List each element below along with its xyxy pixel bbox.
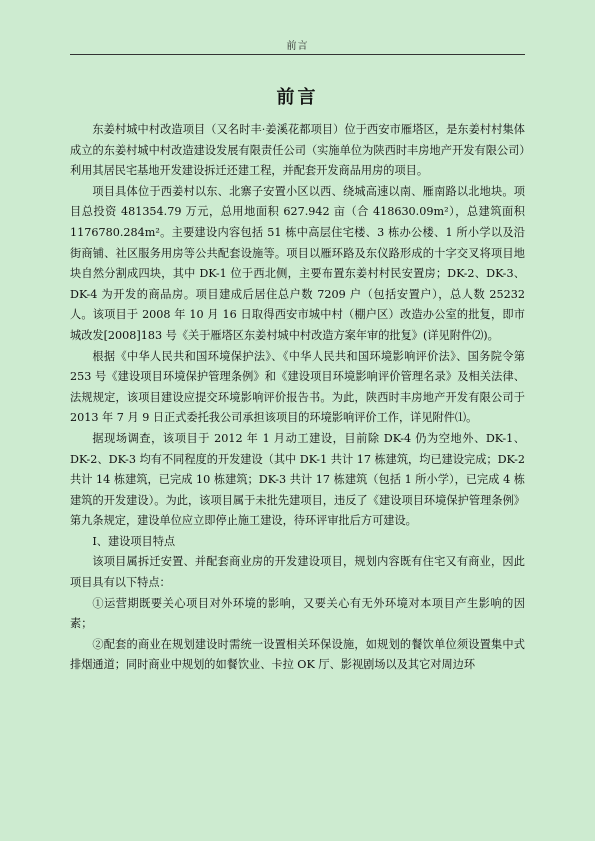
list-item: ①运营期既要关心项目对外环境的影响，又要关心有无外环境对本项目产生影响的因素； <box>70 596 525 631</box>
paragraph: 据现场调查，该项目于 2012 年 1 月动工建设，目前除 DK-4 仍为空地外、DK-1、DK-2、DK-3 均有不同程度的开发建设（其中 DK-1 共计 17 栋建筑，均已建设完成；DK-2 共计 14 栋建筑，已完成 10 栋建筑；DK-3 共计 17 栋建筑（包括 1 所小学），已完成 4 栋建筑的开发建设）。为此，该项目属于未批先建项目，违反了《建设项目环境保护管理条例》第九条规定，建设单位应立即停止施工建设，待环评审批后方可建设。 <box>70 431 525 528</box>
paragraph: 根据《中华人民共和国环境保护法》、《中华人民共和国环境影响评价法》、国务院令第 253 号《建设项目环境保护管理条例》和《建设项目环境影响评价管理名录》及相关法律、法规规定，该项目建设应提交环境影响评价报告书。为此，陕西时丰房地产开发有限公司于 2013 年 7 月 9 日正式委托我公司承担该项目的环境影响评价工作，详见附件⑴。 <box>70 349 525 425</box>
section-heading: Ⅰ、建设项目特点 <box>92 534 176 548</box>
document-body <box>70 120 525 676</box>
running-header: 前言 <box>286 41 309 52</box>
paragraph: 东姜村城中村改造项目（又名时丰·姜溪花都项目）位于西安市雁塔区，是东姜村村集体成立的东姜村城中村改造建设发展有限责任公司（实施单位为陕西时丰房地产开发有限公司）利用其居民宅基地开发建设拆迁还建工程，并配套开发商品用房的项目。 <box>70 123 525 178</box>
paragraph: 该项目属拆迁安置、并配套商业房的开发建设项目，规划内容既有住宅又有商业，因此项目具有以下特点： <box>70 555 525 590</box>
header-divider <box>70 54 525 55</box>
page-title: 前言 <box>276 87 319 108</box>
paragraph: 项目具体位于西姜村以东、北寨子安置小区以西、绕城高速以南、雁南路以北地块。项目总投资 481354.79 万元，总用地面积 627.942 亩（合 418630.09m²），总建筑面积 1176780.284m²。主要建设内容包括 51 栋中高层住宅楼、3 栋办公楼、1 所小学以及沿街商铺、社区服务用房等公共配套设施等。项目以雁环路及东仪路形成的十字交叉将项目地块自然分割成四块，其中 DK-1 位于西北侧，主要布置东姜村村民安置房；DK-2、DK-3、DK-4 为开发的商品房。项目建成后居住总户数 7209 户（包括安置户），总人数 25232 人。该项目于 2008 年 10 月 16 日取得西安市城中村（棚户区）改造办公室的批复，即市城改发[2008]183 号《关于雁塔区东姜村城中村改造方案年审的批复》(详见附件⑵)。 <box>70 184 525 342</box>
list-item: ②配套的商业在规划建设时需统一设置相关环保设施，如规划的餐饮单位须设置集中式排烟通道；同时商业中规划的如餐饮业、卡拉 OK 厅、影视剧场以及其它对周边环 <box>70 637 525 672</box>
